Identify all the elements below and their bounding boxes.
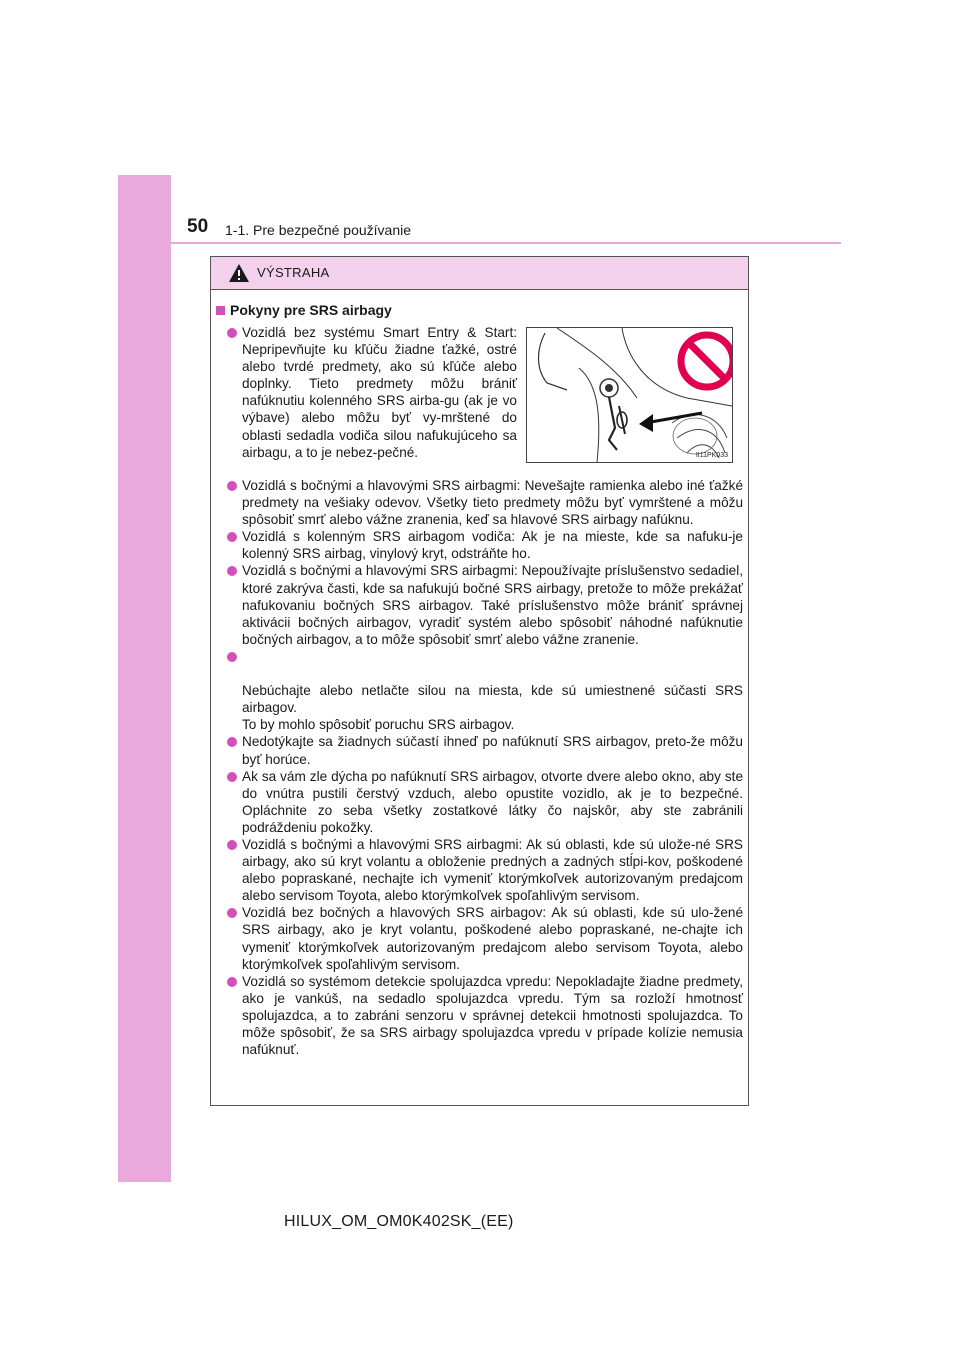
warning-item-text: Nedotýkajte sa žiadnych súčastí ihneď po nafúknutí SRS airbagov, preto-že môžu byť horúce. — [242, 734, 743, 767]
subsection-heading — [216, 302, 392, 318]
square-bullet-icon — [216, 306, 225, 315]
warning-item-text: Nebúchajte alebo netlačte silou na miesta, kde sú umiestnené súčasti SRS airbagov. To by mohlo spôsobiť poruchu SRS airbagov. — [242, 683, 743, 733]
warning-box — [210, 256, 749, 1106]
warning-header — [211, 257, 748, 290]
warning-item-text: Ak sa vám zle dýcha po nafúknutí SRS airbagov, otvorte dvere alebo okno, aby ste do vnútra pustili čerstvý vzduch, alebo opustite vozidlo, ak je to bezpečné. Opláchnite zo seba všetky zostatkové látky čo najskôr, aby ste zabránili podráždeniu pokožky. — [242, 768, 743, 835]
warning-item — [211, 768, 750, 836]
page-number: 50 — [187, 216, 209, 237]
warning-item-text: Vozidlá s bočnými a hlavovými SRS airbagmi: Nevešajte ramienka alebo iné ťažké predmety na vešiaky odevov. Všetky tieto predmety môžu byť vymrštené a môžu spôsobiť smrť alebo vážne zranenia, keď sa hlavové SRS airbagy nafúknu. — [242, 478, 743, 528]
warning-item — [211, 648, 750, 733]
warning-item — [211, 836, 750, 904]
subsection-title: Pokyny pre SRS airbagy — [230, 302, 392, 318]
section-title: 1-1. Pre bezpečné používanie — [225, 222, 412, 238]
round-bullet-icon — [227, 908, 237, 918]
round-bullet-icon — [227, 652, 237, 662]
warning-item — [211, 528, 750, 562]
side-color-band — [118, 175, 171, 1182]
warning-item-text: Vozidlá bez bočných a hlavových SRS airbagov: Ak sú oblasti, kde sú ulo-žené SRS airbagy, ako je kryt volantu, poškodené alebo popraskané, ne-chajte ich vymeniť ktorýmkoľvek autorizovaným predajcom alebo servisom Toyota, alebo ktorýmkoľvek spoľahlivým servisom. — [242, 905, 743, 972]
warning-title: VÝSTRAHA — [257, 265, 330, 280]
warning-item — [211, 324, 517, 477]
round-bullet-icon — [227, 481, 237, 491]
warning-item — [211, 562, 750, 647]
figure-code: II11PK033 — [695, 452, 728, 459]
round-bullet-icon — [227, 566, 237, 576]
header-rule — [171, 242, 841, 244]
round-bullet-icon — [227, 977, 237, 987]
round-bullet-icon — [227, 737, 237, 747]
warning-items — [211, 324, 750, 1058]
warning-item — [211, 973, 750, 1058]
warning-item-text: Vozidlá bez systému Smart Entry & Start: Nepripevňujte ku kľúču žiadne ťažké, ostré alebo tvrdé predmety, ako sú kľúče alebo doplnky. Tieto predmety môžu brániť nafúknutiu kolenného SRS airba-gu (ak je vo výbave) alebo môžu byť vy-mrštené do oblasti sedadla vodiča silou nafukujúceho sa airbagu, a to je nebez-pečné. — [242, 325, 517, 460]
warning-item — [211, 733, 750, 767]
warning-item-text: Vozidlá s bočnými a hlavovými SRS airbagmi: Nepoužívajte príslušenstvo sedadiel, ktoré zakrýva časti, kde sa nafukujú bočné SRS airbagy, pretože to môže prekážať nafukovaniu bočných SRS airbagov. Také príslušenstvo môže brániť správnej aktivácii bočných airbagov, vyradiť systém alebo spôsobiť náhodné nafúknutie bočných airbagov, a to môže spôsobiť smrť alebo vážne zranenie. — [242, 563, 743, 647]
warning-item-text: Vozidlá s bočnými a hlavovými SRS airbagmi: Ak sú oblasti, kde sú ulože-né SRS airbagy, ako sú kryt volantu a obloženie predných a zadných stĺpi-kov, poškodené alebo popraskané, nechajte ich vymeniť ktorýmkoľvek autorizovaným predajcom alebo servisom Toyota, alebo ktorýmkoľvek spoľahlivým servisom. — [242, 836, 743, 904]
warning-triangle-icon — [228, 263, 250, 283]
round-bullet-icon — [227, 772, 237, 782]
warning-item — [211, 477, 750, 528]
warning-item — [211, 904, 750, 972]
round-bullet-icon — [227, 532, 237, 542]
warning-item-text: Vozidlá so systémom detekcie spolujazdca vpredu: Nepokladajte žiadne predmety, ako je vankúš, na sedadlo spolujazdca vpredu. Tým sa rozloží hmotnosť spolujazdca, a to zabráni senzoru v správnej detekcii hmotnosti spolujazdca. To môže spôsobiť, že sa SRS airbagy spolujazdca vpredu v prípade kolízie nemusia nafúknuť. — [242, 973, 743, 1058]
round-bullet-icon — [227, 840, 237, 850]
warning-item-text: Vozidlá s kolenným SRS airbagom vodiča: Ak je na mieste, kde sa nafuku-je kolenný SRS airbag, vinylový kryt, odstráňte ho. — [242, 529, 743, 562]
round-bullet-icon — [227, 328, 237, 338]
document-code: HILUX_OM_OM0K402SK_(EE) — [284, 1213, 514, 1230]
